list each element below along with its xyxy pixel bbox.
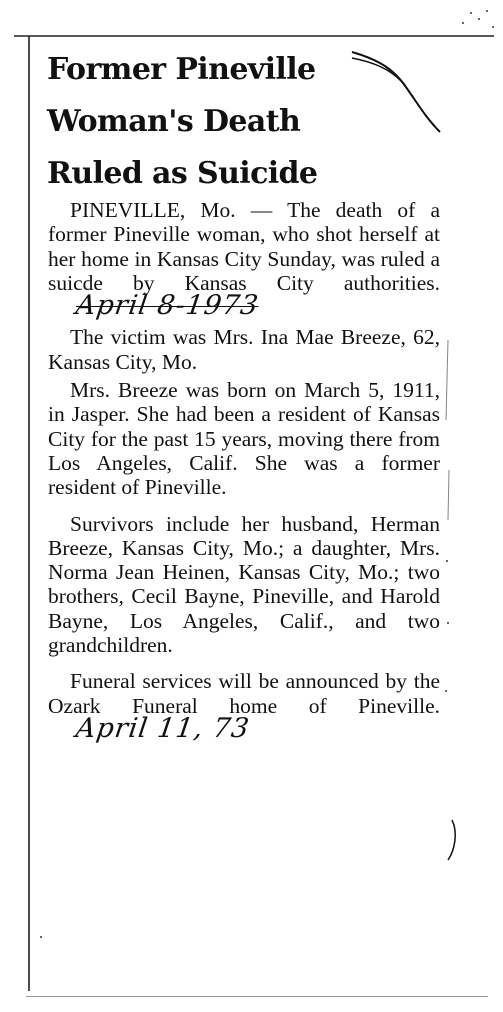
paragraph-funeral	[48, 669, 440, 742]
paragraph-victim: The victim was Mrs. Ina Mae Breeze, 62, Kansas City, Mo.	[48, 325, 440, 374]
pen-line-right-edge	[446, 340, 449, 520]
scan-speck	[486, 10, 488, 12]
paragraph-lead-text: PINEVILLE, Mo. — The death of a former Pineville woman, who shot herself at her home in Kansas City Sunday, was ruled a suicde by Kansas City authorities.	[48, 198, 440, 295]
scan-speck	[447, 622, 449, 624]
handwritten-date-note: April 8-1973	[73, 290, 261, 322]
scan-speck	[470, 12, 472, 14]
clipping-left-edge	[28, 36, 30, 991]
pen-line-right-margin	[448, 820, 455, 860]
article-body	[48, 198, 440, 748]
handwritten-date-note-2: April 11, 73	[73, 712, 252, 744]
headline-line-1: Former Pineville	[47, 52, 316, 87]
paragraph-biography: Mrs. Breeze was born on March 5, 1911, in Jasper. She had been a resident of Kansas City for the past 15 years, moving there from Los Angeles, Calif. She was a former resident of Pineville.	[48, 378, 440, 500]
scan-speck	[40, 936, 42, 938]
paragraph-funeral-text: Funeral services will be announced by the Ozark Funeral home of Pineville.	[48, 669, 440, 718]
headline-line-3: Ruled as Suicide	[47, 156, 318, 191]
scan-speck	[446, 560, 448, 562]
paragraph-survivors: Survivors include her husband, Herman Breeze, Kansas City, Mo.; a daughter, Mrs. Norma Jean Heinen, Kansas City, Mo.; two brothers, Cecil Bayne, Pineville, and Harold Bayne, Los Angeles, Calif., and two grandchildren.	[48, 511, 440, 658]
scan-speck	[478, 18, 480, 20]
clipping-top-edge	[14, 35, 494, 37]
headline	[47, 44, 387, 200]
headline-line-2: Woman's Death	[47, 104, 301, 139]
scan-speck	[492, 26, 494, 28]
clipping-bottom-edge	[26, 996, 488, 997]
scan-speck	[462, 22, 464, 24]
paragraph-lead	[48, 198, 440, 322]
scan-speck	[445, 690, 447, 692]
